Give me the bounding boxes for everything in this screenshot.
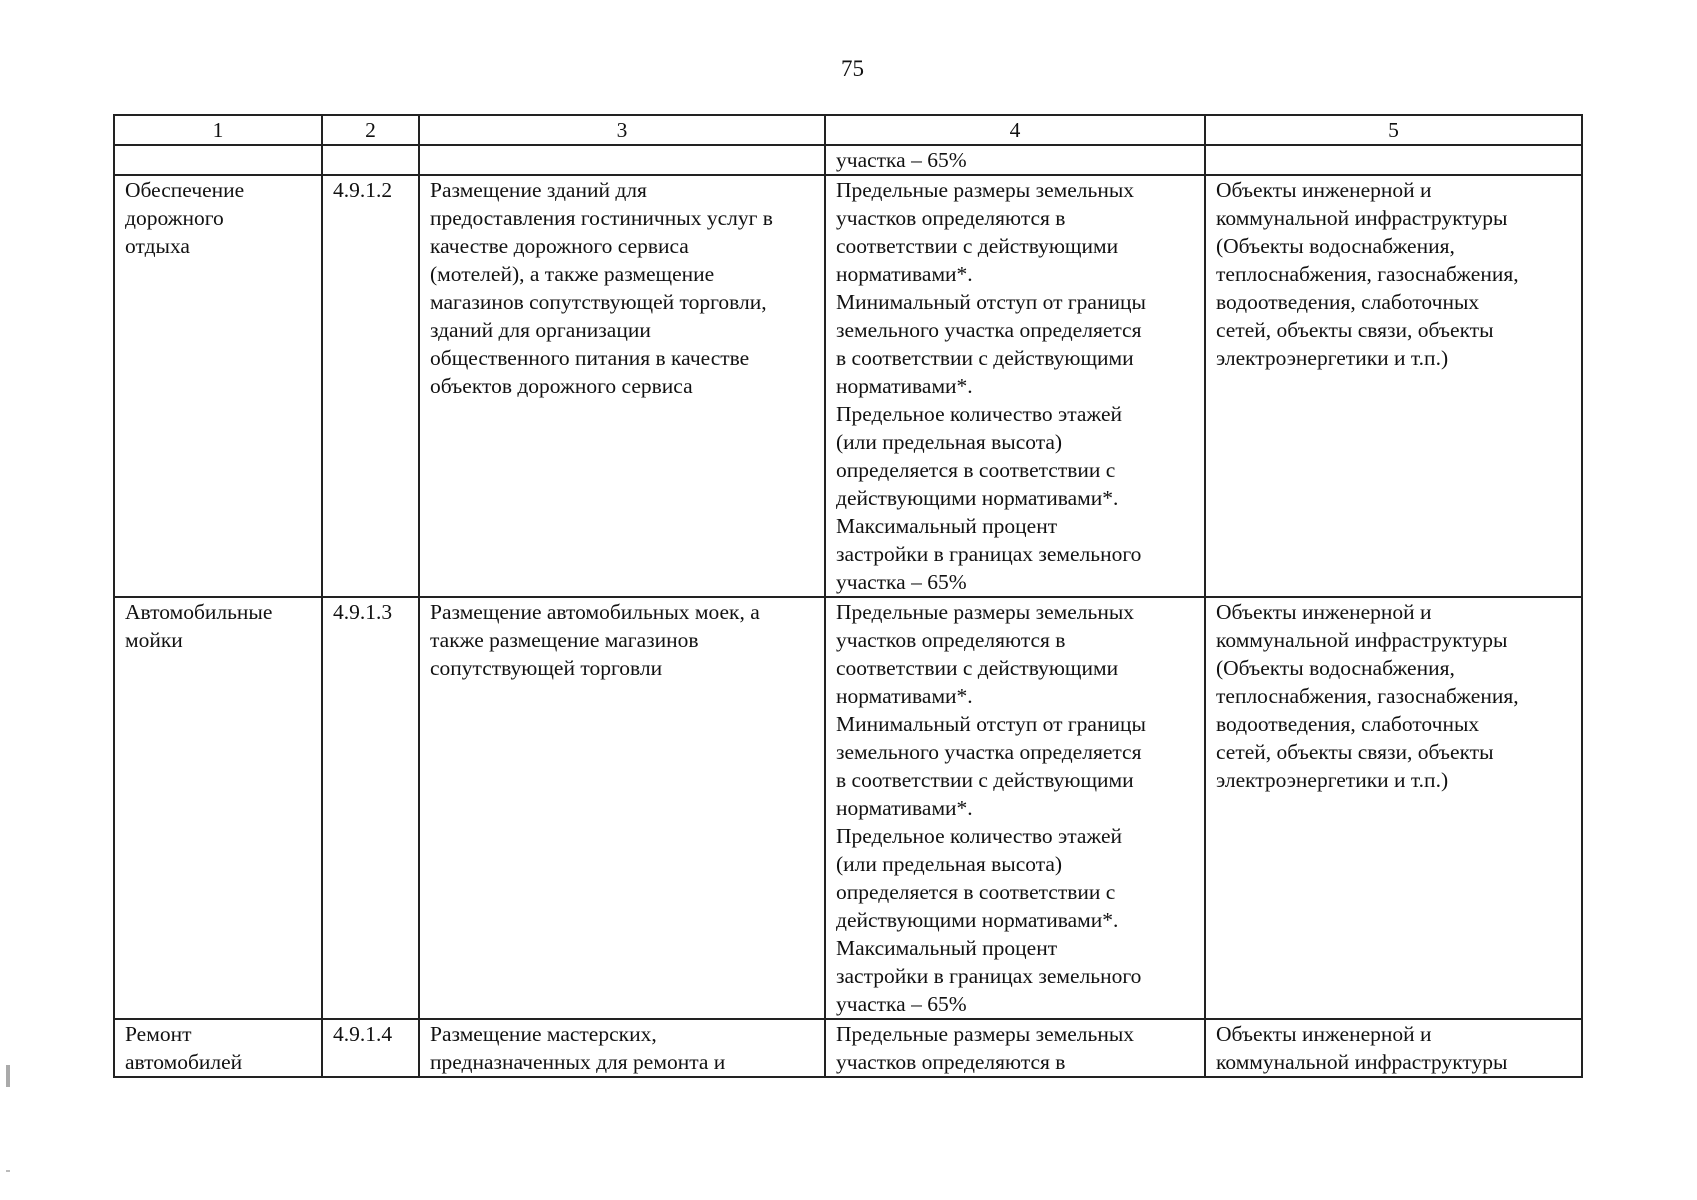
- column-header: 2: [322, 115, 419, 145]
- table-cell: [322, 145, 419, 175]
- table-cell: [114, 145, 322, 175]
- use-description-cell: Размещение зданий для предоставления гостиничных услуг в качестве дорожного сервиса (мотелей), а также размещение магазинов сопутствующей торговли, зданий для организации общественного питания в качестве объектов дорожного сервиса: [419, 175, 825, 597]
- page-number: 75: [841, 56, 864, 81]
- use-code-cell: 4.9.1.3: [322, 597, 419, 1019]
- table-row: [114, 175, 1582, 597]
- parameters-cell: Предельные размеры земельных участков определяются в соответствии с действующими нормативами*. Минимальный отступ от границы земельного участка определяется в соответствии с действующими нормативами*. Предельное количество этажей (или предельная высота) определяется в соответствии с действующими нормативами*. Максимальный процент застройки в границах земельного участка – 65%: [825, 175, 1205, 597]
- use-name-cell: Обеспечение дорожного отдыха: [114, 175, 322, 597]
- table-header-row: [114, 115, 1582, 145]
- land-use-table: [113, 114, 1583, 1078]
- continuation-row: [114, 145, 1582, 175]
- parameters-cell: Предельные размеры земельных участков определяются в соответствии с действующими нормативами*. Минимальный отступ от границы земельного участка определяется в соответствии с действующими нормативами*. Предельное количество этажей (или предельная высота) определяется в соответствии с действующими нормативами*. Максимальный процент застройки в границах земельного участка – 65%: [825, 597, 1205, 1019]
- scan-mark: [6, 1065, 10, 1087]
- use-description-cell: Размещение автомобильных моек, а также размещение магазинов сопутствующей торговли: [419, 597, 825, 1019]
- infrastructure-cell: Объекты инженерной и коммунальной инфраструктуры (Объекты водоснабжения, теплоснабжения, газоснабжения, водоотведения, слаботочных сетей, объекты связи, объекты электроэнергетики и т.п.): [1205, 597, 1582, 1019]
- column-header: 5: [1205, 115, 1582, 145]
- column-header: 1: [114, 115, 322, 145]
- parameters-cell: Предельные размеры земельных участков определяются в: [825, 1019, 1205, 1077]
- use-code-cell: 4.9.1.4: [322, 1019, 419, 1077]
- table-cell: [1205, 145, 1582, 175]
- use-name-cell: Ремонт автомобилей: [114, 1019, 322, 1077]
- table-cell: [419, 145, 825, 175]
- infrastructure-cell: Объекты инженерной и коммунальной инфраструктуры (Объекты водоснабжения, теплоснабжения, газоснабжения, водоотведения, слаботочных сетей, объекты связи, объекты электроэнергетики и т.п.): [1205, 175, 1582, 597]
- use-name-cell: Автомобильные мойки: [114, 597, 322, 1019]
- column-header: 3: [419, 115, 825, 145]
- table-row: [114, 1019, 1582, 1077]
- use-description-cell: Размещение мастерских, предназначенных для ремонта и: [419, 1019, 825, 1077]
- table-cell: участка – 65%: [825, 145, 1205, 175]
- infrastructure-cell: Объекты инженерной и коммунальной инфраструктуры: [1205, 1019, 1582, 1077]
- use-code-cell: 4.9.1.2: [322, 175, 419, 597]
- scan-mark: [6, 1170, 10, 1172]
- column-header: 4: [825, 115, 1205, 145]
- table-row: [114, 597, 1582, 1019]
